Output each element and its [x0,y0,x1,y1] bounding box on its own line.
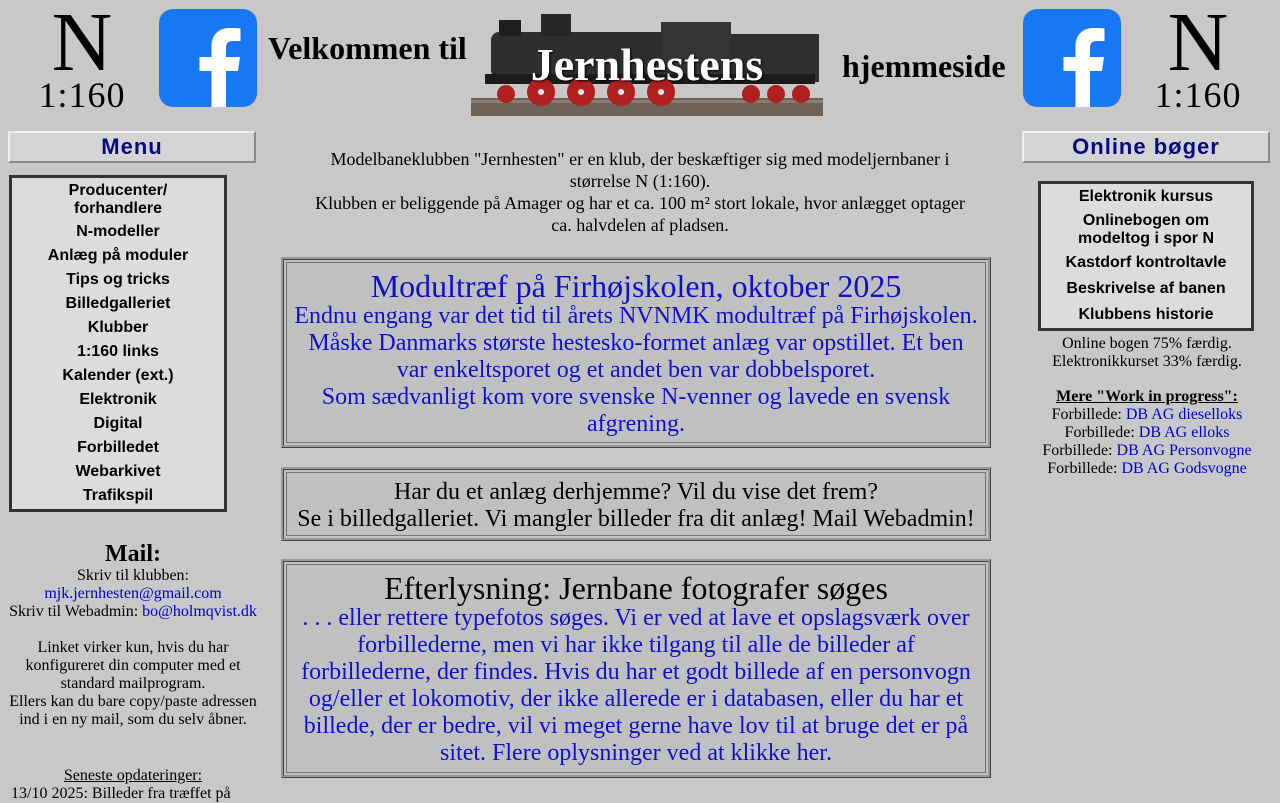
menu-item-digital[interactable]: Digital [93,415,143,432]
mail-admin-link[interactable]: bo@holmqvist.dk [142,603,257,620]
menu-item-anlaeg[interactable]: Anlæg på moduler [47,247,189,264]
menu-item-webarkivet[interactable]: Webarkivet [75,463,161,480]
news-panel-modultraef[interactable] [281,257,991,448]
mail-admin-label: Skriv til Webadmin: [9,603,139,620]
mail-club-label: Skriv til klubben: [77,567,189,584]
photographer-body: . . . eller rettere typefotos søges. Vi er ved at lave et opslagsværk over forbillederne, men vi har ikke tilgang til alle de billeder af forbillederne, der findes. Hvis du har et godt billede af en personvogn og/eller et lokomotiv, der ikke allerede er i databasen, eller du har et billede, der er bedre, vil vi meget gerne have lov til at bruge det er på sitet. Flere oplysninger ved at klikke her. [301,605,971,766]
menu-item-producenter[interactable]: Producenter/ forhandlere [68,182,168,217]
book-item-kastdorf[interactable]: Kastdorf kontroltavle [1065,254,1227,271]
panel-headline: Modultræf på Firhøjskolen, oktober 2025 [370,268,902,304]
gallery-line-2: Se i billedgalleriet. Vi mangler billeder fra dit anlæg! Mail Webadmin! [297,506,975,532]
online-books-menu [1038,181,1254,331]
mail-note-1: Linket virker kun, hvis du har konfigureret din computer med et standard mailprogram. [25,639,241,692]
mail-admin-row [8,603,258,621]
n-scale-logo-left: N 1:160 [38,0,126,115]
homepage-text: hjemmeside [842,48,1006,84]
status-online-book: Online bogen 75% færdig. [1062,335,1232,352]
menu-item-billedgalleriet[interactable]: Billedgalleriet [65,295,171,312]
book-item-beskrivelse[interactable]: Beskrivelse af banen [1066,280,1226,297]
wip-item: Forbillede: DB AG Personvogne [1042,442,1252,459]
train-banner [471,14,823,116]
status-elektronik: Elektronikkurset 33% færdig. [1052,353,1242,370]
wip-link-godsvogne[interactable]: DB AG Godsvogne [1121,460,1247,477]
wip-item: Forbillede: DB AG Godsvogne [1047,460,1247,477]
wip-item: Forbillede: DB AG elloks [1064,424,1230,441]
menu-title: Menu [8,131,256,163]
menu-item-trafikspil[interactable]: Trafikspil [82,487,154,504]
wip-heading: Mere "Work in progress": [1056,388,1238,405]
online-books-title: Online bøger [1022,131,1270,163]
photographer-headline: Efterlysning: Jernbane fotografer søges [384,570,888,606]
panel-body-2: Måske Danmarks største hestesko-formet anlæg var opstillet. Et ben var enkeltsporet og et andet ben var dobbelsporet. [308,330,964,383]
intro-line-2: Klubben er beliggende på Amager og har et ca. 100 m² stort lokale, hvor anlægget optager ca. halvdelen af pladsen. [315,193,965,235]
main-menu [9,175,227,512]
panel-body-1: Endnu engang var det tid til årets NVNMK modultræf på Firhøjskolen. [294,303,978,329]
photographer-panel[interactable] [281,559,991,778]
facebook-icon-left[interactable] [159,9,257,107]
welcome-text: Velkommen til [268,30,467,66]
banner-title: Jernhestens [530,39,764,90]
mail-note-2: Ellers kan du bare copy/paste adressen ind i en ny mail, som du selv åbner. [9,693,257,728]
intro-text [308,148,972,236]
book-item-elektronik[interactable]: Elektronik kursus [1078,188,1214,205]
n-scale-logo-right: N 1:160 [1154,0,1242,115]
menu-item-links[interactable]: 1:160 links [77,343,159,360]
menu-item-klubber[interactable]: Klubber [87,319,149,336]
wip-link-personvogne[interactable]: DB AG Personvogne [1116,442,1252,459]
facebook-icon-right[interactable] [1023,9,1121,107]
wip-item: Forbillede: DB AG dieselloks [1051,406,1243,423]
updates-heading: Seneste opdateringer: [63,767,203,784]
menu-item-tips[interactable]: Tips og tricks [66,271,170,288]
mail-heading: Mail: [105,541,161,567]
gallery-line-1: Har du et anlæg derhjemme? Vil du vise det frem? [394,479,878,505]
book-item-historie[interactable]: Klubbens historie [1078,306,1214,323]
mail-section [8,541,258,803]
book-item-onlinebogen[interactable]: Onlinebogen om modeltog i spor N [1078,212,1214,247]
menu-item-forbilledet[interactable]: Forbilledet [77,439,159,456]
wip-link-elloks[interactable]: DB AG elloks [1138,424,1230,441]
gallery-panel[interactable] [281,467,991,541]
menu-item-elektronik[interactable]: Elektronik [79,391,157,408]
intro-line-1: Modelbaneklubben "Jernhesten" er en klub, der beskæftiger sig med modeljernbaner i størrelse N (1:160). [330,149,950,191]
menu-item-kalender[interactable]: Kalender (ext.) [62,367,174,384]
wip-link-dieselloks[interactable]: DB AG dieselloks [1125,406,1243,423]
update-entry: 13/10 2025: Billeder fra træffet på [11,785,231,802]
panel-body-3: Som sædvanligt kom vore svenske N-venner og lavede en svensk afgrening. [321,384,951,437]
online-status [1022,335,1272,478]
mail-club-link[interactable]: mjk.jernhesten@gmail.com [44,585,222,602]
menu-item-n-modeller[interactable]: N-modeller [76,223,160,240]
